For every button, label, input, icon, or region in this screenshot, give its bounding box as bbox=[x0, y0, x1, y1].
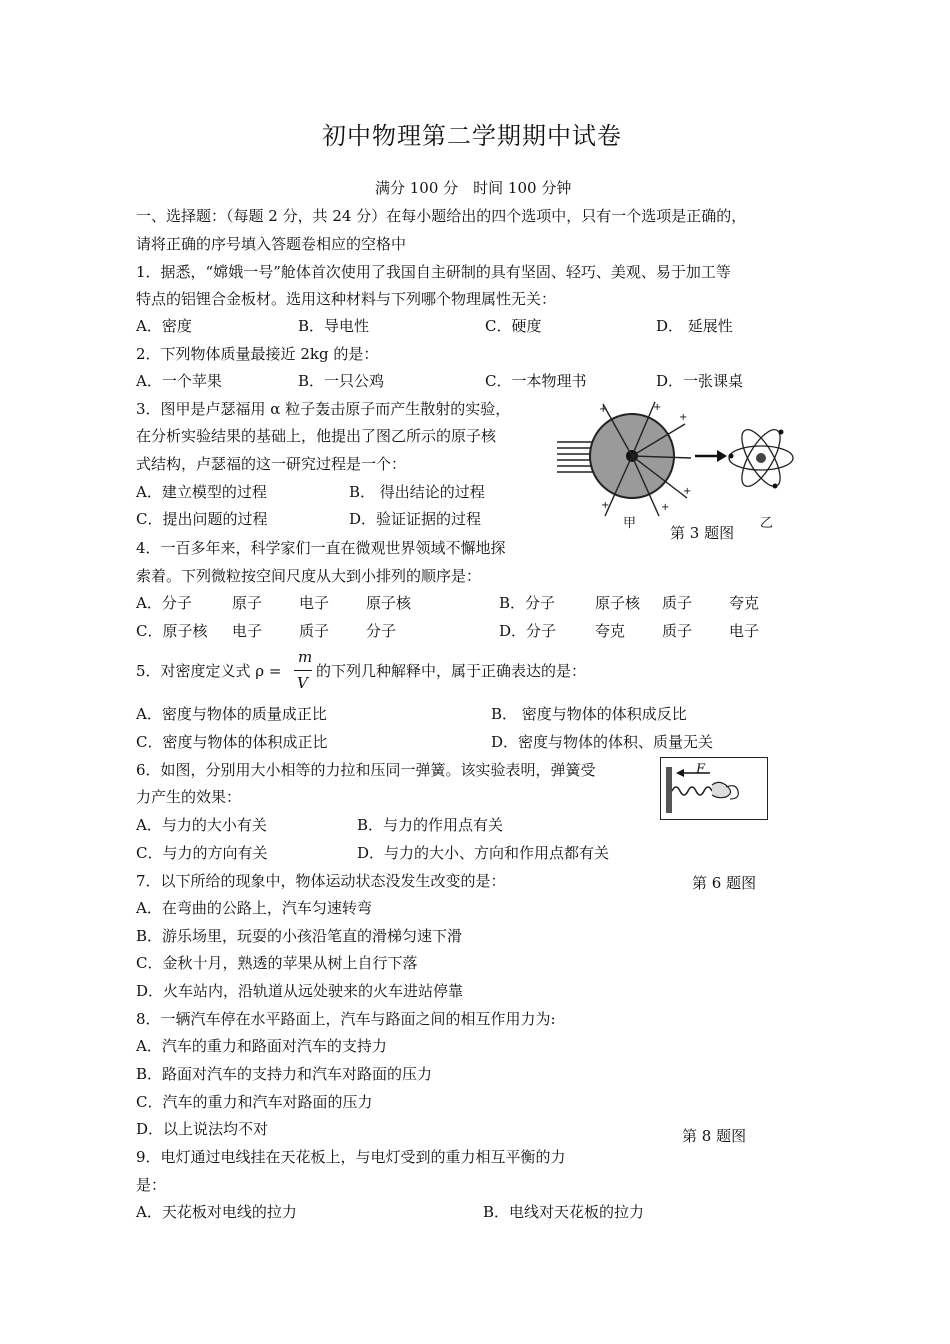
q4-option-d-item: 质子 bbox=[662, 622, 693, 640]
section-intro: 一、选择题：（每题 2 分，共 24 分）在每小题给出的四个选项中，只有一个选项是正确的， bbox=[136, 207, 747, 225]
q2-option-b: B．一只公鸡 bbox=[298, 372, 385, 390]
q7-option-b: B．游乐场里，玩耍的小孩沿笔直的滑梯匀速下滑 bbox=[136, 927, 463, 945]
q1-option-c: C．硬度 bbox=[485, 317, 542, 335]
q7-option-d: D．火车站内，沿轨道从远处驶来的火车进站停靠 bbox=[136, 982, 464, 1000]
question-8-stem: 8．一辆汽车停在水平路面上，汽车与路面之间的相互作用力为: bbox=[136, 1010, 556, 1028]
question-6-stem: 力产生的效果： bbox=[136, 788, 242, 806]
figure-caption: 第 3 题图 bbox=[670, 524, 735, 542]
q3-option-a: A．建立模型的过程 bbox=[136, 483, 267, 501]
q3-option-b: B． 得出结论的过程 bbox=[349, 483, 485, 501]
spring-force-figure bbox=[660, 757, 768, 820]
q4-option-a-item: 原子 bbox=[232, 594, 263, 612]
q6-option-c: C．与力的方向有关 bbox=[136, 844, 268, 862]
q7-option-a: A．在弯曲的公路上，汽车匀速转弯 bbox=[136, 899, 372, 917]
svg-text:+: + bbox=[679, 412, 688, 423]
q2-option-d: D．一张课桌 bbox=[656, 372, 744, 390]
q6-option-b: B．与力的作用点有关 bbox=[357, 816, 504, 834]
question-7-stem: 7．以下所给的现象中，物体运动状态没发生改变的是： bbox=[136, 872, 506, 890]
svg-text:+: + bbox=[661, 502, 670, 513]
question-3-stem: 在分析实验结果的基础上，他提出了图乙所示的原子核 bbox=[136, 427, 497, 445]
question-9-stem: 9．电灯通过电线挂在天花板上，与电灯受到的重力相互平衡的力 bbox=[136, 1148, 566, 1166]
q5-option-b: B． 密度与物体的体积成反比 bbox=[491, 705, 687, 723]
q6-option-d: D．与力的大小、方向和作用点都有关 bbox=[357, 844, 610, 862]
page-title: 初中物理第二学期期中试卷 bbox=[322, 122, 622, 150]
question-3-stem: 式结构，卢瑟福的这一研究过程是一个： bbox=[136, 455, 407, 473]
q4-option-a-item: 原子核 bbox=[366, 594, 412, 612]
svg-text:+: + bbox=[683, 486, 692, 497]
q4-option-d: D．分子 bbox=[499, 622, 557, 640]
q4-option-c-item: 分子 bbox=[366, 622, 397, 640]
q5-option-c: C．密度与物体的体积成正比 bbox=[136, 733, 328, 751]
q4-option-d-item: 电子 bbox=[729, 622, 760, 640]
question-2-stem: 2．下列物体质量最接近 2kg 的是： bbox=[136, 345, 379, 363]
q5-option-a: A．密度与物体的质量成正比 bbox=[136, 705, 327, 723]
q6-option-a: A．与力的大小有关 bbox=[136, 816, 267, 834]
q4-option-c-item: 电子 bbox=[232, 622, 263, 640]
q2-option-a: A．一个苹果 bbox=[136, 372, 222, 390]
formula-denominator: V bbox=[297, 674, 308, 692]
q8-option-a: A．汽车的重力和路面对汽车的支持力 bbox=[136, 1037, 387, 1055]
q1-option-b: B．导电性 bbox=[298, 317, 370, 335]
section-intro: 请将正确的序号填入答题卷相应的空格中 bbox=[136, 235, 407, 253]
question-1-stem: 1．据悉，“嫦娥一号”舱体首次使用了我国自主研制的具有坚固、轻巧、美观、易于加工等 bbox=[136, 263, 731, 281]
q3-option-d: D．验证证据的过程 bbox=[349, 510, 482, 528]
force-label: F bbox=[696, 762, 706, 777]
figure-caption: 第 6 题图 bbox=[692, 874, 757, 892]
svg-text:+: + bbox=[599, 404, 608, 415]
q4-option-b-item: 质子 bbox=[662, 594, 693, 612]
question-9-stem: 是： bbox=[136, 1176, 167, 1194]
question-4-stem: 索着。下列微粒按空间尺度从大到小排列的顺序是： bbox=[136, 567, 482, 585]
q4-option-d-item: 夸克 bbox=[595, 622, 626, 640]
figure-caption: 第 8 题图 bbox=[682, 1127, 747, 1145]
q4-option-c: C．原子核 bbox=[136, 622, 208, 640]
question-6-stem: 6．如图，分别用大小相等的力拉和压同一弹簧。该实验表明，弹簧受 bbox=[136, 761, 596, 779]
q8-option-d: D．以上说法均不对 bbox=[136, 1120, 269, 1138]
q8-option-c: C．汽车的重力和汽车对路面的压力 bbox=[136, 1093, 373, 1111]
q1-option-d: D． 延展性 bbox=[656, 317, 733, 335]
q9-option-b: B．电线对天花板的拉力 bbox=[483, 1203, 645, 1221]
q7-option-c: C．金秋十月，熟透的苹果从树上自行下落 bbox=[136, 954, 418, 972]
q4-option-b-item: 夸克 bbox=[729, 594, 760, 612]
question-3-stem: 3．图甲是卢瑟福用 α 粒子轰击原子而产生散射的实验， bbox=[136, 400, 511, 418]
q2-option-c: C．一本物理书 bbox=[485, 372, 587, 390]
figure-label-yi: 乙 bbox=[760, 516, 774, 531]
exam-info: 满分 100 分 时间 100 分钟 bbox=[375, 179, 572, 197]
rutherford-scattering-figure bbox=[555, 398, 795, 533]
svg-text:+: + bbox=[601, 500, 610, 511]
q5-option-d: D．密度与物体的体积、质量无关 bbox=[491, 733, 714, 751]
q4-option-c-item: 质子 bbox=[299, 622, 330, 640]
question-1-stem: 特点的铝锂合金板材。选用这种材料与下列哪个物理属性无关： bbox=[136, 290, 557, 308]
svg-text:+: + bbox=[653, 402, 662, 413]
q4-option-a: A．分子 bbox=[136, 594, 192, 612]
formula-numerator: m bbox=[298, 648, 313, 666]
figure-label-jia: 甲 bbox=[623, 516, 637, 531]
question-4-stem: 4．一百多年来，科学家们一直在微观世界领域不懈地探 bbox=[136, 539, 506, 557]
q8-option-b: B．路面对汽车的支持力和汽车对路面的压力 bbox=[136, 1065, 433, 1083]
question-5-stem: 5．对密度定义式 ρ = bbox=[136, 662, 282, 680]
q9-option-a: A．天花板对电线的拉力 bbox=[136, 1203, 297, 1221]
question-5-stem: 的下列几种解释中，属于正确表达的是： bbox=[316, 662, 587, 680]
q3-option-c: C．提出问题的过程 bbox=[136, 510, 268, 528]
q4-option-b: B．分子 bbox=[499, 594, 556, 612]
q1-option-a: A．密度 bbox=[136, 317, 192, 335]
formula-fraction-bar bbox=[294, 670, 312, 671]
q4-option-b-item: 原子核 bbox=[595, 594, 641, 612]
q4-option-a-item: 电子 bbox=[299, 594, 330, 612]
